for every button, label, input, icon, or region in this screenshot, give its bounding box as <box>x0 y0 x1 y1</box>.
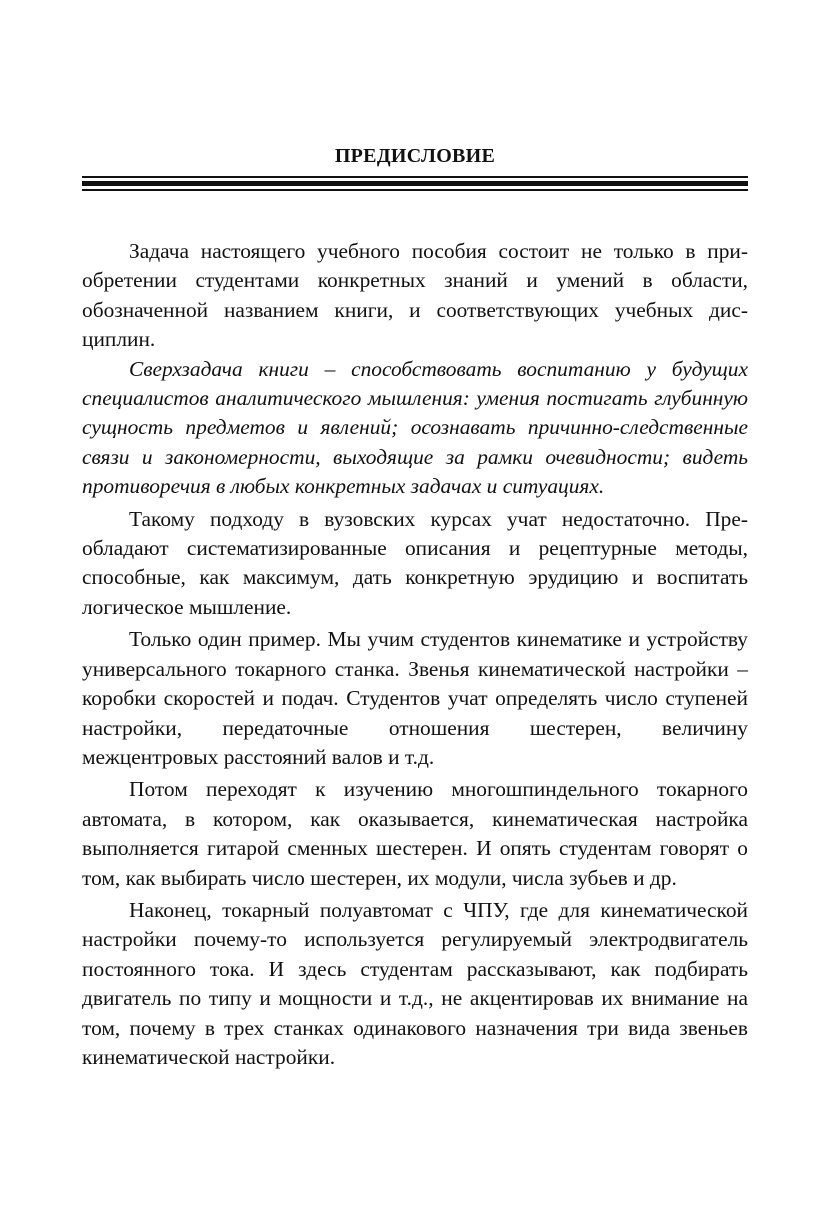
paragraph-6: Наконец, токарный полуавтомат с ЧПУ, где для кинематической настройки почему-то используется регулируемый электродвигатель постоянного тока. И здесь студентам рассказывают, как подбирать двигатель по типу и мощности и т.д., не акцентировав их внимание на том, почему в трех станках одинакового назначения три вида звеньев кинематической настройки. <box>82 897 748 1069</box>
paragraph-2-italic: Сверхзадача книги – способствовать воспитанию у будущих специалистов аналитического мышления: умения постигать глубинную сущность предметов и явлений; осознавать причинно-следственные связи и закономерности, выходящие за рамки очевидности; видеть противоречия в любых конкретных задачах и ситуациях. <box>82 356 748 499</box>
document-page <box>82 0 748 1211</box>
paragraph-5: Потом переходят к изучению многошпиндельного токарного автомата, в котором, как оказывается, кинематическая настройка выполняется гитарой сменных шестерен. И опять студентам говорят о том, как выбирать число шестерен, их модули, числа зубьев и др. <box>82 777 748 890</box>
body-text <box>82 237 748 1072</box>
title-rule-thick <box>82 181 748 186</box>
page-title: ПРЕДИСЛОВИЕ <box>334 145 496 167</box>
paragraph-4: Только один пример. Мы учим студентов кинематике и устройству универсального токарного станка. Звенья кинематической настройки – коробки скоростей и подач. Студентов учат определять число ступеней настройки, передаточные отношения шестерен, величину межцентровых расстояний валов и т.д. <box>82 627 748 769</box>
title-rule-thin-bottom <box>82 189 748 191</box>
paragraph-1: Задача настоящего учебного пособия состоит не только в приобретении студентами конкретных знаний и умений в области, обозначенной названием книги, и соответствующих учебных дисциплин. <box>82 239 748 352</box>
paragraph-3: Такому подходу в вузовских курсах учат недостаточно. Преобладают систематизированные описания и рецептурные методы, способные, как максимум, дать конкретную эрудицию и воспитать логическое мышление. <box>82 506 748 619</box>
title-rule-thin-top <box>82 176 748 178</box>
